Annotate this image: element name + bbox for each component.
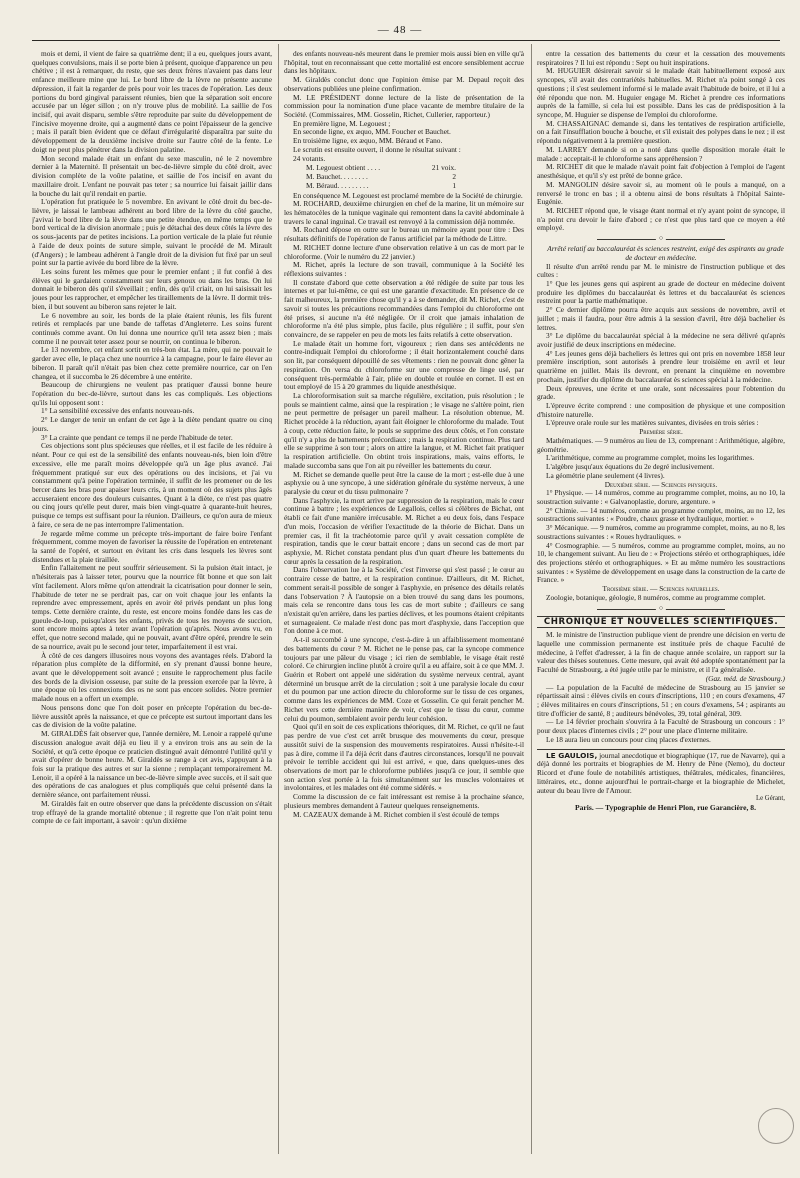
paragraph: Mon second malade était un enfant du sexe masculin, né le 2 novembre dernier à la Maternité. Il présentait un bec-de-lièvre simple du côté droit, avec division complète de la voûte palatine, et saillie de l'os incisif en avant du maxillaire droit. L'enfant ne pouvait pas teter ; sa nourrice lui faisait jaillir dans la bouche du lait qu'il rendait en partie. bbox=[32, 153, 272, 198]
col3-paragraphs-b bbox=[537, 263, 785, 429]
column-middle bbox=[284, 50, 524, 1140]
paragraph: En conséquence M. Legouest est proclamé membre de la Société de chirurgie. bbox=[293, 190, 523, 200]
series-title-1: Première série. bbox=[639, 427, 683, 437]
vote-name: M. Legouest obtient . . . . bbox=[306, 163, 381, 173]
paragraph: 4° Cosmographie. — 5 numéros, comme au programme complet, moins, au no 10, le changement suivant. Au lieu de : « Projections stéréo et orthographiques, idée des projections stéréo et orthographiques. » Et au même numéro les soustractions suivantes : « Système de développement en usage dans la construction de la carte de France. » bbox=[537, 540, 785, 585]
paragraph: 24 votants. bbox=[293, 153, 326, 163]
vote-name: M. Béraud. . . . . . . . . bbox=[306, 180, 369, 190]
series-title-3: Troisième série. — Sciences naturelles. bbox=[602, 584, 720, 594]
col3-paragraphs-f bbox=[537, 631, 785, 675]
paragraph: À côté de ces dangers illusoires nous voyons des avantages réels. D'abord la réparation plus complète de la difformité, en s'y prenant d'aussi bonne heure, avant que le développement soit avancé ; ensuite le rapprochement plus facile des bords de la division osseuse, par suite de la pression exercée par la lèvre, à une époque où les connexions des os ne sont pas encore solides. Notre premier malade nous en a offert un exemple. bbox=[32, 650, 272, 704]
paragraph: L'épreuve écrite comprend : une composition de physique et une composition d'histoire naturelle. bbox=[537, 401, 785, 419]
paragraph: Le malade était un homme fort, vigoureux ; rien dans ses antécédents ne contre-indiquait l'emploi du chloroforme ; il était horizontalement couché dans son lit, par conséquent dépouillé de ses vêtements : rien ne pouvait donc gêner la respiration. On versa du chloroforme sur une compresse de linge usé, par conséquent très-perméable à l'air, pliée en double et roulée en cornet. Il est en tout employé de 15 à 20 grammes du liquide anesthésique. bbox=[284, 338, 524, 392]
paragraph: 1° Que les jeunes gens qui aspirent au grade de docteur en médecine doivent produire les diplômes du baccalauréat ès lettres et du baccalauréat ès sciences restreint pour la partie mathématique. bbox=[537, 278, 785, 306]
vote-results bbox=[306, 164, 524, 190]
section-heading: CHRONIQUE ET NOUVELLES SCIENTIFIQUES. bbox=[537, 616, 785, 629]
paragraph: 3° Le diplôme du baccalauréat spécial à la médecine ne sera délivré qu'après avoir justifié de deux inscriptions en médecine. bbox=[537, 331, 785, 349]
col3-paragraphs-d bbox=[537, 489, 785, 585]
paragraph: Enfin l'allaitement ne peut souffrir sérieusement. Si la pulsion était intact, je n'hésiterais pas à laisser teter, pourvu que la nourrice fût bonne et que son lait vînt facilement. Alors même qu'on attendrait la cicatrisation pour donner le sein, l'habitude de teter ne se perdrait pas, car on voit chaque jour les enfants la reprendre avec empressement, après en avoir été privés pendant un plus long temps. Cette dernière crainte, du reste, est encore moins fondée dans les cas de gueule-de-loup, puisqu'alors les enfants, privés de tous les moyens de succion, sont encore moins aptes à teter avant l'opération qu'après. Nous avons vu, en effet, que notre second malade, qui ne pouvait, avant d'être opéré, prendre le sein de sa nourrice, avait pu le second jour teter, imparfaitement il est vrai. bbox=[32, 563, 272, 651]
paragraph: M. CHASSAIGNAC demande si, dans les tentatives de respiration artificielle, on a fait l'insufflation bouche à bouche, et s'il existait des polypes dans le nez ; il est répondu négativement à la première question. bbox=[537, 118, 785, 146]
paragraph: M. GIRALDÈS fait observer que, l'année dernière, M. Lenoir a rappelé qu'une discussion analogue avait déjà eu lieu il y a environ trois ans au sein de la Société, et qu'à cette époque ce praticien distingué avait démontré l'utilité qu'il y avait d'opérer de bonne heure. M. Giraldès se range à cet avis, s'appuyant à la fois sur la pratique des autres et sur la sienne ; remplaçant temporairement M. Lenoir, il a opéré à la naissance un bec-de-lièvre simple avec succès, et il sait que des opérations de cas analogues et plus compliqués que celui présenté dans la dernière séance, ont parfaitement réussi. bbox=[32, 729, 272, 800]
paragraph: La chloroformisation suit sa marche régulière, excitation, puis résolution ; le pouls se maintient calme, ainsi que la respiration ; le visage ne s'altère point, rien ne peut permettre de présager un pareil malheur. La résolution obtenue, M. Richet procède à la réduction, ayant fait éloigner le chloroforme du malade. Tout à coup, cette réduction faite, le pouls se supprime des deux côtés, et l'on constate qu'il n'y a plus de battements précordiaux ; mais la respiration continue. Plus tard elle se supprime à son tour ; alors on attire la langue, et M. Richet fait pratiquer la respiration artificielle. On obtint trois inspirations, mais, vains efforts, le malade succomba sans que l'on ait pu réveiller les battements du cœur. bbox=[284, 391, 524, 470]
paragraph: 3° La crainte que pendant ce temps il ne perde l'habitude de teter. bbox=[41, 432, 233, 442]
col3-paragraphs-e bbox=[537, 594, 785, 603]
paragraph: M. ROCHARD, deuxième chirurgien en chef de la marine, lit un mémoire sur les hématocèles de la tunique vaginale qui remontent dans la cavité abdominale à travers le canal inguinal. Ce travail est renvoyé à la commission déjà nommée. bbox=[284, 199, 524, 226]
col3-paragraphs-a bbox=[537, 50, 785, 233]
paragraph: 1° Physique. — 14 numéros, comme au programme complet, moins, au no 10, la soustraction suivante : « Galvanoplastie, dorure, argenture. » bbox=[537, 488, 785, 506]
col2-paragraphs-a bbox=[284, 50, 524, 163]
col1-paragraphs bbox=[32, 50, 272, 826]
paragraph: Je regarde même comme un précepte très-important de faire boire l'enfant fréquemment, comme moyen de favoriser la réussite de l'opération en entretenant la santé de l'opéré, et surtout en évitant les cris dans lesquels les lèvres sont distendues et la plaie tiraillée. bbox=[32, 528, 272, 564]
paragraph: Zoologie, botanique, géologie, 8 numéros, comme au programme complet. bbox=[546, 592, 766, 602]
paragraph: 4° Les jeunes gens déjà bacheliers ès lettres qui ont pris en novembre 1858 leur première inscription, sont autorisés à prendre leur troisième en avril et leur quatrième en juillet. Mais ils devront, en prenant la cinquième en novembre prochain, justifier du diplôme du baccalauréat ès sciences spécial à la médecine. bbox=[537, 348, 785, 384]
paragraph: L'arithmétique, comme au programme complet, moins les logarithmes. bbox=[546, 453, 755, 463]
paragraph: 2° Chimie. — 14 numéros, comme au programme complet, moins, au no 12, les soustractions suivantes : « Poudre, chaux grasse et hydraulique, mortier. » bbox=[537, 505, 785, 524]
paragraph: Les soins furent les mêmes que pour le premier enfant ; il fut confié à des élèves qui le gardaient constamment sur leurs genoux ou dans les bras. On lui donnait le biberon dès qu'il s'éveillait ; enfin, dès qu'il criait, on lui saisissait les joues pour les rapprocher, et empêcher les tiraillements de la lèvre. Il dormit très-bien, il but souvent au biberon sans rejeter le lait. bbox=[32, 266, 272, 311]
vote-count: 1 bbox=[452, 180, 456, 190]
paragraph: A-t-il succombé à une syncope, c'est-à-dire à un affaiblissement momentané des battements du cœur ? M. Richet ne le pense pas, car la syncope commence toujours par une pâleur du visage ; ici rien de semblable, le visage était resté coloré. Ce chirurgien incline plutôt à croire qu'il a eu affaire, soit à ce que MM. J. Guérin et Robert ont appelé une sidération du système nerveux central, ayant déterminé un brusque arrêt de la circulation ; soit à une paralysie locale du cœur et du poumon par une action directe du chloroforme sur le tissu de ces organes, comme dans les expériences de MM. Coze et Gosselin. Ce qui ferait pencher M. Richet vers cette dernière manière de voir, c'est que le tissu du cœur, comme celui du poumon, semblaient avoir perdu leur cohésion. bbox=[284, 635, 524, 723]
paragraph: Deux épreuves, une écrite et une orale, sont nécessaires pour l'obtention du grade. bbox=[537, 383, 785, 402]
paragraph: M. LE PRÉSIDENT donne lecture de la liste de présentation de la commission pour la nomination d'une place vacante de membre titulaire de la Société. (Commissaires, MM. Gosselin, Richet, Cullerier, rapporteur.) bbox=[284, 92, 524, 120]
column-right bbox=[537, 50, 785, 1140]
column-divider bbox=[278, 44, 279, 1154]
paragraph: M. CAZEAUX demande à M. Richet combien il s'est écoulé de temps bbox=[293, 809, 500, 819]
paragraph: Le 6 novembre au soir, les bords de la plaie étaient réunis, les fils furent retirés et remplacés par une bande de taffetas d'Angleterre. Les soins furent continués comme avant. On lui donna une nourrice qu'il teta assez bien ; mais comme il ne pouvait teter assez pour se nourrir, on continua le biberon. bbox=[32, 310, 272, 346]
paragraph: En seconde ligne, ex æquo, MM. Foucher et Bauchet. bbox=[293, 127, 451, 137]
paragraph: L'algèbre jusqu'aux équations du 2e degré inclusivement. bbox=[546, 462, 715, 472]
paragraph: 2° Ce dernier diplôme pourra être acquis aux sessions de novembre, avril et juillet ; mais il faudra, pour être admis à la session d'avril, être déjà bachelier ès lettres. bbox=[537, 305, 785, 332]
paragraph: entre la cessation des battements du cœur et la cessation des mouvements respiratoires ? Il lui est répondu : Sept ou huit inspirations. bbox=[537, 50, 785, 67]
paragraph: — Le 14 février prochain s'ouvrira à la Faculté de Strasbourg un concours : 1° pour deux places d'internes civils ; 2° pour une place d'interne militaire. bbox=[537, 717, 785, 736]
paragraph: M. RICHET donne lecture d'une observation relative à un cas de mort par le chloroforme. (Voir le numéro du 22 janvier.) bbox=[284, 242, 524, 261]
paragraph: M. Rochard dépose en outre sur le bureau un mémoire ayant pour titre : Des résultats définitifs de l'opération de l'anus artificiel par la méthode de Littre. bbox=[284, 225, 524, 244]
paragraph: Ces objections sont plus spécieuses que réelles, et il est facile de les réduire à néant. Pour ce qui est de la sensibilité des enfants nouveau-nés, bien loin d'être excessive, elle me paraît moins développée qu'à un âge plus avancé. J'ai fréquemment pratiqué sur eux des opérations ou des incisions, et j'ai vu constamment qu'à peine l'opération terminée, il suffit de les promener ou de les bercer dans les bras pour apaiser leurs cris, à un moment où des sujets plus âgés accuseraient encore des douleurs cuisantes. Quant à la diète, ce n'est pas quatre ou cinq jours qu'elle peut durer, mais bien vingt-quatre à quarante-huit heures, puisque ce temps est suffisant pour la réunion. D'ailleurs, ce qu'on aura de mieux à faire, ce sera de ne pas interrompre l'alimentation. bbox=[32, 441, 272, 529]
header-rule bbox=[32, 40, 780, 41]
source-note: (Gaz. méd. de Strasbourg.) bbox=[705, 673, 785, 683]
footer-rule bbox=[537, 749, 785, 750]
paragraph: Comme la discussion de ce fait intéressant est remise à la prochaine séance, plusieurs membres demandent à l'auteur quelques renseignements. bbox=[284, 792, 524, 810]
series-title-2: Deuxième série. — Sciences physiques. bbox=[604, 479, 718, 489]
paragraph: Le 18 aura lieu un concours pour cinq places d'externes. bbox=[546, 734, 711, 744]
paragraph: M. Giraldès conclut donc que l'opinion émise par M. Depaul reçoit des observations publiées une pleine confirmation. bbox=[284, 75, 524, 93]
paragraph: 1° La sensibilité excessive des enfants nouveau-nés. bbox=[41, 406, 195, 416]
advert-text: journal anecdotique et biographique (17, rue de Navarre), qui a déjà donné les portraits et biographies de M. Henry de Pène (Nemo), du docteur Ricord et d'une foule de notabilités artistiques, théâtrales, médicales, financières, littéraires, etc., donne aujourd'hui le portrait-charge et la biographie de Michelet, auteur du beau livre de l'Amour. bbox=[537, 750, 785, 795]
paragraph: — La population de la Faculté de médecine de Strasbourg au 15 janvier se répartissait ainsi : élèves civils en cours d'inscriptions, 110 ; en cours d'examens, 47 ; élèves militaires en cours d'inscriptions, 51 ; en cours d'examens, 54 ; aspirants au titre d'officier de santé, 8 ; auditeurs bénévoles, 39, total général, 309. bbox=[537, 682, 785, 718]
paragraph: Quoi qu'il en soit de ces explications théoriques, dit M. Richet, ce qu'il ne faut pas perdre de vue c'est cet arrêt brusque des mouvements du cœur, presque aussitôt suivi de la suspension des mouvements respiratoires. Aussi n'hésite-t-il pas à dire, comme il l'a déjà écrit dans d'autres circonstances, lorsqu'il ne pouvait prévoir le terrible accident qui lui est arrivé, « que, dans quelques-unes des observations de mort par le chloroforme publiées jusqu'à ce jour, il semble que son action s'est portée à la fois simultanément sur les muscles volontaires et involontaires, et les malades ont été comme sidérés. » bbox=[284, 722, 524, 793]
decree-title: Arrêté relatif au baccalauréat ès sciences restreint, exigé des aspirants au grade de docteur en médecine. bbox=[547, 244, 784, 262]
vote-count: 21 voix. bbox=[431, 163, 456, 173]
paragraph: M. Richet, après la lecture de son travail, communique à la Société les réflexions suivantes : bbox=[284, 260, 524, 278]
paragraph: des enfants nouveau-nés meurent dans le premier mois aussi bien en ville qu'à l'hôpital, tout en reconnaissant que cette mortalité est encore sensiblement accrue dans les hôpitaux. bbox=[284, 50, 524, 76]
ornament-separator bbox=[537, 235, 785, 243]
paragraph: Beaucoup de chirurgiens ne veulent pas pratiquer d'aussi bonne heure l'opération du bec-de-lièvre, surtout dans les cas compliqués. Les objections qu'ils lui opposent sont : bbox=[32, 380, 272, 407]
paragraph: Dans l'asphyxie, la mort arrive par suppression de la respiration, mais le cœur continue à battre ; les expériences de Legallois, celles si célèbres de Bichat, ont établi ce fait d'une manière irrécusable. M. Richet a eu deux fois, dans l'espace d'un mois, l'occasion de vérifier l'exactitude de la théorie de Bichat. Dans un premier cas, il fit la trachéotomie parce qu'il y avait cessation complète de respiration, tandis que le cœur battait encore ; dans un second cas de mort par asphyxie, M. Richet constata pendant plus d'un quart d'heure les battements du cœur après la cessation de la respiration. bbox=[284, 495, 524, 566]
paragraph: M. MANGOLIN désire savoir si, au moment où le pouls a manqué, on a renversé le tronc en bas ; il a obtenu ainsi de bons résultats à l'hôpital Sainte-Eugénie. bbox=[537, 179, 785, 207]
ornament-separator bbox=[537, 605, 785, 613]
paragraph: M. Richet se demande quelle peut être la cause de la mort ; est-elle due à une asphyxie ou à une syncope, à une sidération générale du système nerveux, à une paralysie du cœur et du tissu pulmonaire ? bbox=[284, 469, 524, 496]
paragraph: M. RICHET dit que le malade n'avait point fait d'objection à l'emploi de l'agent anesthésique, et qu'il s'y est prêté de bonne grâce. bbox=[537, 162, 785, 181]
paragraph: L'épreuve orale roule sur les matières suivantes, divisées en trois séries : bbox=[546, 418, 759, 428]
paragraph: Nous pensons donc que l'on doit poser en précepte l'opération du bec-de-lièvre aussitôt après la naissance, et que ce précepte est surtout important dans les cas de division de la voûte palatine. bbox=[32, 702, 272, 730]
paragraph: mois et demi, il vient de faire sa quatrième dent; il a eu, quelques jours avant, quelques convulsions, mais il se porte bien à présent, quoique d'apparence un peu chétive ; il est à remarquer, du reste, que ses deux frères n'avaient pas dans leur enfance meilleure mine que lui. Le bord libre de la lèvre ne présente aucune dépression, il fait la regarder de près pour voir les traces de l'opération. Les deux portions du bord gingival paraissent réunies, bien que la séparation soit encore accusée par un léger sillon ; on n'y trouve plus de mobilité. La saillie de l'os incisif, qui avait disparu, semble s'être reproduite par suite du développement de l'incisive moyenne droite, qui a augmenté dans ce point l'épaisseur de la gencive ; mais il paraît bien évident que ce défaut d'irrégularité disparaîtra par suite du développement de la deuxième incisive droite sur l'autre côté de la fente. Le doigt ne peut plus pénétrer dans la division palatine. bbox=[32, 50, 272, 154]
column-left bbox=[32, 50, 272, 1140]
col2-paragraphs-b bbox=[284, 192, 524, 820]
paragraph: M. LARREY demande si on a noté dans quelle disposition morale était le malade : acceptait-il le chloroforme sans appréhension ? bbox=[537, 144, 785, 163]
paragraph: 3° Mécanique. — 9 numéros, comme au programme complet, moins, au no 8, les soustractions suivantes : « Roues hydrauliques. » bbox=[537, 523, 785, 541]
paragraph: M. HUGUIER désirerait savoir si le malade était habituellement exposé aux syncopes, s'il avait des contrariétés habituelles. M. Richet n'a point songé à ces questions ; il s'est seulement informé si le malade avait l'habitude de boire, et il lui a été répondu que non. M. Huguier engage M. Richet à prendre ces informations auprès de la famille, si cela lui est possible. Dans les cas de prédisposition à la syncope, M. Huguier se dispense de l'emploi du chloroforme. bbox=[537, 66, 785, 120]
paragraph: Mathématiques. — 9 numéros au lieu de 13, comprenant : Arithmétique, algèbre, géométrie. bbox=[537, 435, 785, 454]
paragraph: M. Giraldès fait en outre observer que dans la précédente discussion on s'était trop effrayé de la grande mortalité obtenue ; il regrette que l'on n'ait point tenu compte de ce fait important, à savoir : qu'un dixième bbox=[32, 798, 272, 826]
vote-count: 2 bbox=[452, 172, 456, 182]
advert-title: LE GAULOIS, bbox=[546, 750, 598, 760]
paragraph: Il constate d'abord que cette observation a été rédigée de suite par tous les internes et par lui-même, ce qui est une garantie d'exactitude. En présence de ce fait malheureux, la première chose qu'il y a à se demander, dit M. Richet, c'est de savoir si toutes les précautions recommandées dans l'emploi du chloroforme ont été prises, si aucune n'a été négligée. Or il croit que jamais inhalation de chloroforme n'a été plus simple, plus facile, plus régulière ; il suffit, pour s'en convaincre, de se rappeler en peu de mots les faits relatifs à cette observation. bbox=[284, 277, 524, 339]
page-number: — 48 — bbox=[377, 24, 423, 36]
paragraph: Le scrutin est ensuite ouvert, il donne le résultat suivant : bbox=[293, 144, 461, 154]
paragraph: Le 13 novembre, cet enfant sortit en très-bon état. La mère, qui ne pouvait le garder avec elle, le plaça chez une nourrice à la campagne, pour le faire élever au biberon. Il paraît qu'il n'était pas bien chez cette première nourrice, car on l'en changea, et il succomba le 26 décembre à une entérite. bbox=[32, 345, 272, 381]
vote-name: M. Bauchet. . . . . . . . bbox=[306, 172, 368, 182]
paragraph: En troisième ligne, ex æquo, MM. Béraud et Fano. bbox=[293, 136, 443, 146]
paragraph: M. RICHET répond que, le visage étant normal et n'y ayant point de syncope, il n'a point cru devoir le faire d'abord ; ce n'est que plus tard que ce moyen a été employé. bbox=[537, 205, 785, 233]
paragraph: En première ligne, M. Legouest ; bbox=[293, 118, 391, 128]
paragraph: Il résulte d'un arrêté rendu par M. le ministre de l'instruction publique et des cultes : bbox=[537, 261, 785, 280]
signoff: Le Gérant, bbox=[755, 795, 785, 803]
library-stamp bbox=[758, 1108, 794, 1144]
col3-paragraphs-g bbox=[537, 684, 785, 745]
imprint: Paris. — Typographie de Henri Plon, rue Garancière, 8. bbox=[575, 802, 756, 812]
col3-paragraphs-c bbox=[537, 437, 785, 481]
advert-paragraph bbox=[537, 752, 785, 796]
paragraph: La géométrie plane seulement (4 livres). bbox=[546, 470, 665, 480]
paragraph: M. le ministre de l'instruction publique vient de prendre une décision en vertu de laquelle une commission permanente est instituée près de chaque Faculté de médecine, à l'effet d'adresser, à la fin de chaque année scolaire, un rapport sur la valeur des thèses soutenues. Cette mesure, qui avait été adoptée spontanément par la Faculté de Strasbourg, a été jugée utile par le ministre, et il l'a généralisée. bbox=[537, 630, 785, 675]
column-divider bbox=[531, 44, 532, 1154]
vote-row bbox=[306, 182, 456, 191]
paragraph: Dans l'observation lue à la Société, c'est l'inverse qui s'est passé ; le cœur au contraire cesse de battre, et la respiration continue. D'ailleurs, dit M. Richet, comment serait-il possible de songer à l'asphyxie, en présence des détails relatés dans l'observation ? À l'autopsie on a bien trouvé du sang dans les poumons, mais cela se rencontre dans tous les cas de mort subite ; d'ailleurs ce sang n'existait qu'en arrière, dans les parties déclives, et les poumons étaient crépitants et surnageaient. Ce malade n'est donc pas mort d'asphyxie, dans l'acception que l'on donne à ce mot. bbox=[284, 565, 524, 636]
paragraph: 2° Le danger de tenir un enfant de cet âge à la diète pendant quatre ou cinq jours. bbox=[32, 415, 272, 433]
paragraph: L'opération fut pratiquée le 5 novembre. En avivant le côté droit du bec-de-lièvre, je laissai le lambeau adhérent au bord libre de la lèvre du côté gauche, j'avivai le bord libre de la lèvre dans une petite étendue, en même temps que le bord vertical de la division anormale ; puis je détachai des deux côtés la lèvre des os sous-jacents par de petites incisions. La portion verticale de la plaie fut réunie à l'aide de deux points de suture simple, suivant le procédé de M. Mirault (d'Angers) ; le lambeau adhérent à l'angle droit de la division fut fixé par un seul point sur la partie avivée du bord libre de la lèvre. bbox=[32, 197, 272, 268]
